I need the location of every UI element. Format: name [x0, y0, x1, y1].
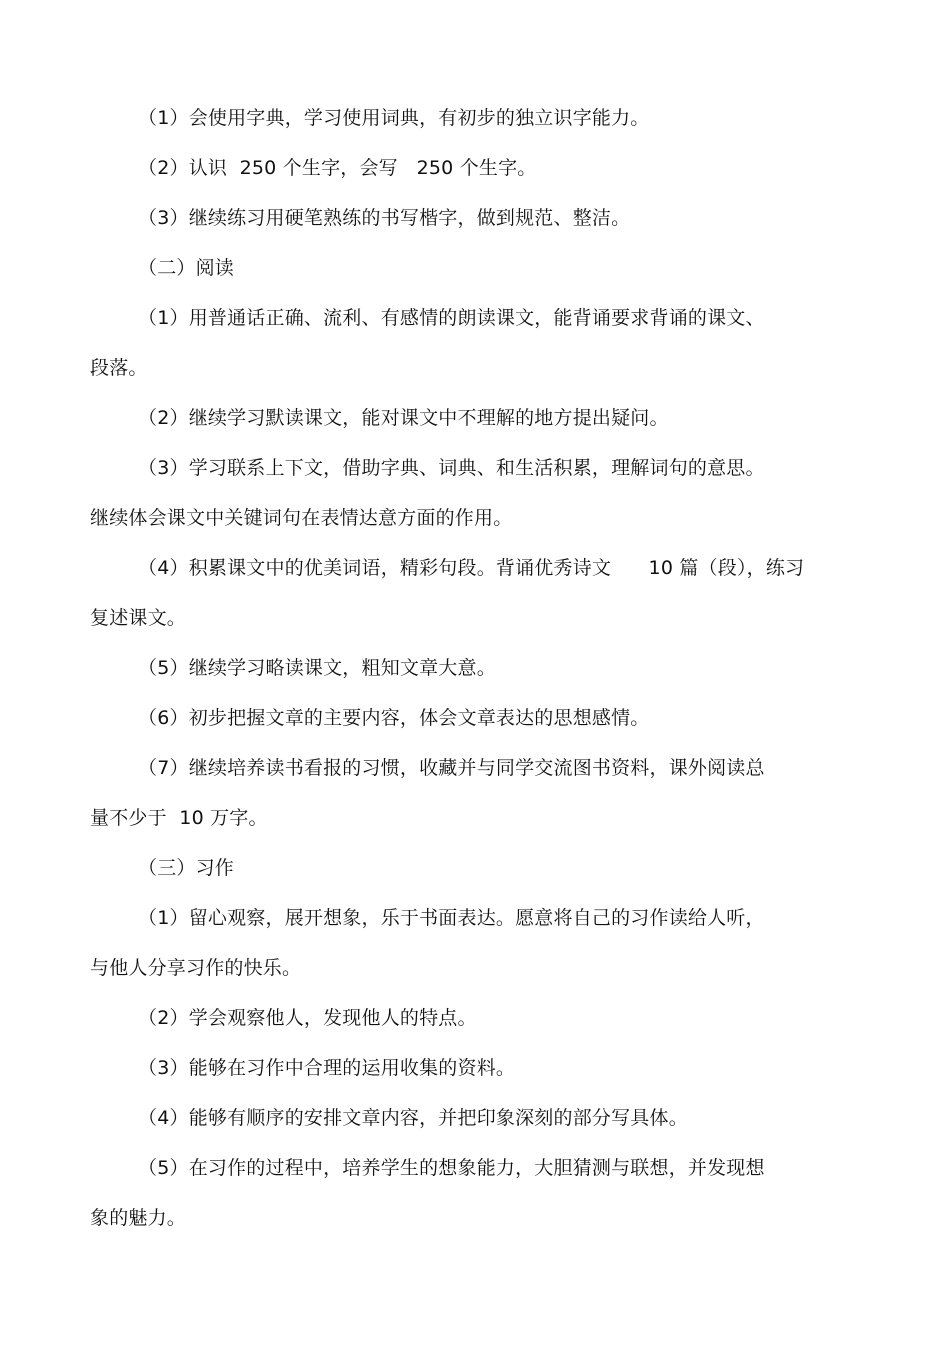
paragraph-line: （3）能够在习作中合理的运用收集的资料。	[138, 1057, 516, 1079]
paragraph-line: （1）用普通话正确、流利、有感情的朗读课文，能背诵要求背诵的课文、	[138, 307, 765, 329]
paragraph-line: （5）继续学习略读课文，粗知文章大意。	[138, 657, 496, 679]
paragraph-line: （4）能够有顺序的安排文章内容，并把印象深刻的部分写具体。	[138, 1107, 688, 1129]
paragraph-line: （6）初步把握文章的主要内容，体会文章表达的思想感情。	[138, 707, 650, 729]
paragraph-line: （5）在习作的过程中，培养学生的想象能力，大胆猜测与联想，并发现想	[138, 1157, 765, 1179]
paragraph-line: 象的魅力。	[90, 1207, 187, 1229]
section-heading: （三）习作	[138, 857, 235, 879]
paragraph-line: （1）留心观察，展开想象，乐于书面表达。愿意将自己的习作读给人听，	[138, 907, 765, 929]
paragraph-line: （2）继续学习默读课文，能对课文中不理解的地方提出疑问。	[138, 407, 669, 429]
paragraph-line: （1）会使用字典，学习使用词典，有初步的独立识字能力。	[138, 107, 650, 129]
paragraph-line: 与他人分享习作的快乐。	[90, 957, 302, 979]
paragraph-line: 段落。	[90, 357, 148, 379]
paragraph-line: （4）积累课文中的优美词语，精彩句段。背诵优秀诗文 10 篇（段），练习	[138, 557, 805, 579]
paragraph-line: （2）认识 250 个生字，会写 250 个生字。	[138, 157, 537, 179]
paragraph-line: 量不少于 10 万字。	[90, 807, 268, 829]
paragraph-line: 继续体会课文中关键词句在表情达意方面的作用。	[90, 507, 513, 529]
paragraph-line: （3）学习联系上下文，借助字典、词典、和生活积累，理解词句的意思。	[138, 457, 765, 479]
paragraph-line: （3）继续练习用硬笔熟练的书写楷字，做到规范、整洁。	[138, 207, 631, 229]
paragraph-line: 复述课文。	[90, 607, 187, 629]
paragraph-line: （7）继续培养读书看报的习惯，收藏并与同学交流图书资料，课外阅读总	[138, 757, 765, 779]
paragraph-line: （2）学会观察他人，发现他人的特点。	[138, 1007, 477, 1029]
section-heading: （二）阅读	[138, 257, 235, 279]
